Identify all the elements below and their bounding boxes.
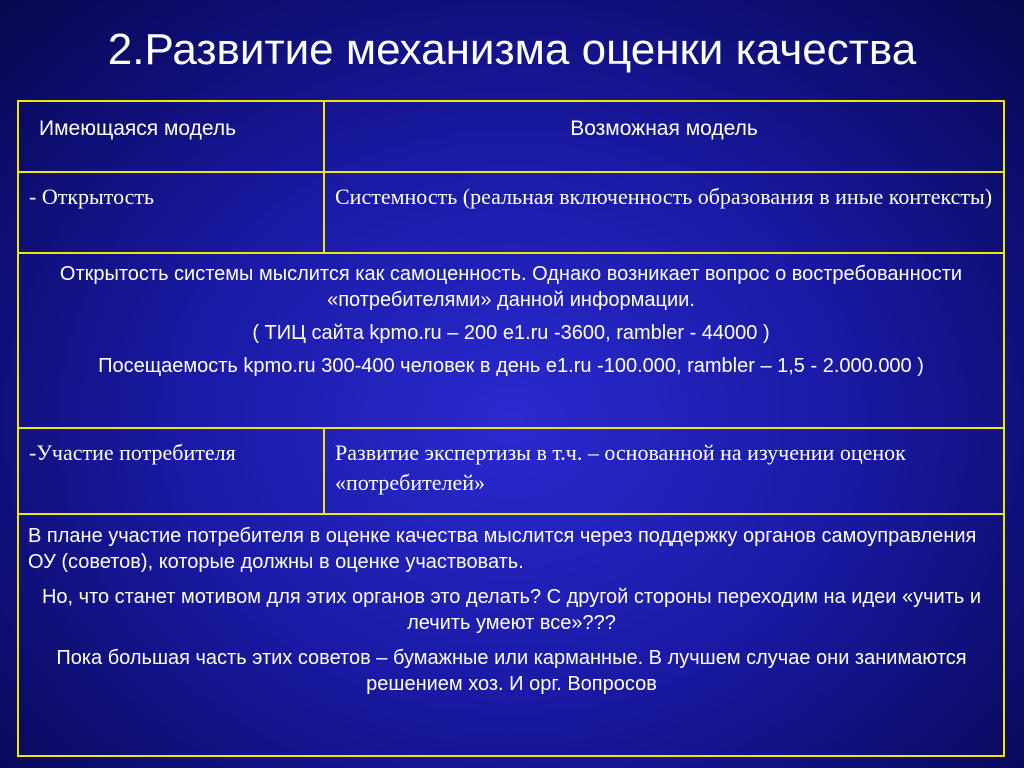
openness-note-line-3: Посещаемость kpmo.ru 300-400 человек в день e1.ru -100.000, rambler – 1,5 - 2.000.000 ) [98,355,924,377]
table-row-participation-note [18,514,1004,756]
table-row-openness-note [18,253,1004,428]
header-cell-possible [324,101,1004,172]
participation-existing-text: -Участие потребителя [29,440,236,465]
openness-possible-text: Системность (реальная включенность образования в иные контексты) [335,184,993,209]
header-cell-existing [18,101,324,172]
cell-participation-possible [324,428,1004,514]
cell-openness-existing [18,172,324,253]
participation-note [19,515,1003,697]
participation-possible-text: Развитие экспертизы в т.ч. – основанной на изучении оценок «потребителей» [335,440,906,495]
participation-note-line-3: Пока большая часть этих советов – бумажные или карманные. В лучшем случае они занимаются решением хоз. И орг. Вопросов [56,647,967,695]
table-row-openness [18,172,1004,253]
participation-note-line-2: Но, что станет мотивом для этих органов это делать? С другой стороны переходим на идеи «учить и лечить умеют все»??? [41,586,982,634]
quality-model-table [17,100,1005,757]
slide-title: 2.Развитие механизма оценки качества [107,25,917,74]
header-possible-model: Возможная модель [570,117,758,140]
cell-openness-note [18,253,1004,428]
participation-note-line-1: В плане участие потребителя в оценке качества мыслится через поддержку органов самоуправления ОУ (советов), которые должны в оценке участвовать. [28,525,977,573]
openness-note-line-1: Открытость системы мыслится как самоценность. Однако возникает вопрос о востребованности «потребителями» данной информации. [59,263,963,311]
openness-existing-text: - Открытость [29,184,155,209]
table-row-participation [18,428,1004,514]
header-existing-model: Имеющаяся модель [39,117,237,140]
cell-participation-note [18,514,1004,756]
table-header-row [18,101,1004,172]
openness-note [19,254,1003,379]
openness-note-line-2: ( ТИЦ сайта kpmo.ru – 200 e1.ru -3600, rambler - 44000 ) [252,322,770,344]
cell-openness-possible [324,172,1004,253]
cell-participation-existing [18,428,324,514]
